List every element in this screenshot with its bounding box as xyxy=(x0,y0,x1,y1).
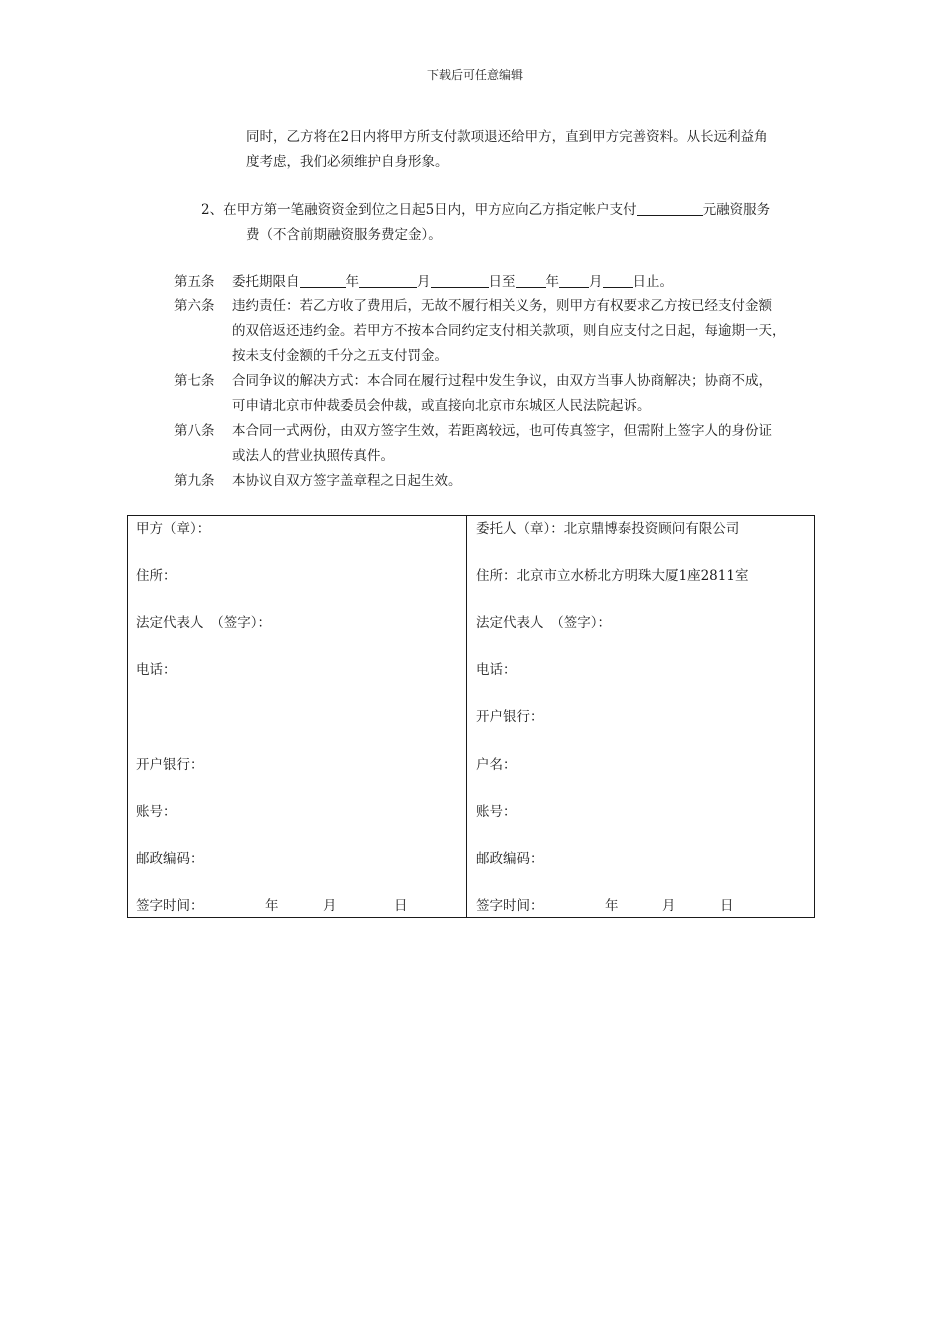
article-6-line-2: 的双倍返还违约金。若甲方不按本合同约定支付相关款项，则自应支付之日起，每逾期一天， xyxy=(232,323,786,339)
article-9-label: 第九条 xyxy=(174,473,215,489)
end-month-blank xyxy=(559,273,589,288)
intro-line-1: 同时，乙方将在2日内将甲方所支付款项退还给甲方，直到甲方完善资料。从长远利益角 xyxy=(246,129,768,145)
party-a-postcode: 邮政编码： xyxy=(136,851,204,867)
party-b-year: 年 xyxy=(605,898,619,914)
article-5-part: 年 xyxy=(345,274,359,290)
clause-2-text-a: 2、在甲方第一笔融资资金到位之日起5日内，甲方应向乙方指定帐户支付 xyxy=(201,202,637,218)
signature-table-divider xyxy=(466,515,467,918)
clause-2-line-1 xyxy=(201,200,770,220)
party-b-day: 日 xyxy=(720,898,734,914)
party-b-bank: 开户银行： xyxy=(476,709,544,725)
article-7-line-2: 可申请北京市仲裁委员会仲裁，或直接向北京市东城区人民法院起诉。 xyxy=(232,398,651,414)
end-day-blank xyxy=(603,273,633,288)
article-6-line-1: 违约责任：若乙方收了费用后，无故不履行相关义务，则甲方有权要求乙方按已经支付金额 xyxy=(232,298,772,314)
party-b-address: 住所：北京市立水桥北方明珠大厦1座2811室 xyxy=(476,568,749,584)
page-header: 下载后可任意编辑 xyxy=(426,68,523,82)
party-a-seal: 甲方（章）： xyxy=(136,521,211,537)
article-5-text xyxy=(232,272,673,292)
party-a-day: 日 xyxy=(394,898,408,914)
article-5-label: 第五条 xyxy=(174,274,215,290)
party-a-address: 住所： xyxy=(136,568,177,584)
article-7-line-1: 合同争议的解决方式：本合同在履行过程中发生争议，由双方当事人协商解决；协商不成， xyxy=(232,373,772,389)
article-5-part: 年 xyxy=(545,274,559,290)
start-day-blank xyxy=(431,273,489,288)
article-9-line-1: 本协议自双方签字盖章程之日起生效。 xyxy=(232,473,462,489)
party-a-month: 月 xyxy=(323,898,337,914)
party-a-bank: 开户银行： xyxy=(136,757,204,773)
party-b-representative: 法定代表人 （签字）： xyxy=(476,615,611,631)
start-month-blank xyxy=(359,273,417,288)
party-b-account: 账号： xyxy=(476,804,517,820)
article-6-label: 第六条 xyxy=(174,298,215,314)
end-year-blank xyxy=(516,273,546,288)
party-b-month: 月 xyxy=(662,898,676,914)
fee-amount-blank xyxy=(637,201,703,216)
intro-line-2: 度考虑，我们必须维护自身形象。 xyxy=(246,154,449,170)
party-b-postcode: 邮政编码： xyxy=(476,851,544,867)
article-5-part: 日止。 xyxy=(632,274,673,290)
article-7-label: 第七条 xyxy=(174,373,215,389)
party-a-year: 年 xyxy=(265,898,279,914)
party-b-seal: 委托人（章）：北京鼎博泰投资顾问有限公司 xyxy=(476,521,740,537)
article-8-label: 第八条 xyxy=(174,423,215,439)
clause-2-text-b: 元融资服务 xyxy=(702,202,771,218)
party-a-sign-time: 签字时间： xyxy=(136,898,204,914)
party-b-sign-time: 签字时间： xyxy=(476,898,544,914)
party-a-phone: 电话： xyxy=(136,662,177,678)
article-5-part: 月 xyxy=(589,274,603,290)
article-8-line-1: 本合同一式两份，由双方签字生效，若距离较远，也可传真签字，但需附上签字人的身份证 xyxy=(232,423,772,439)
clause-2-line-2: 费（不含前期融资服务费定金）。 xyxy=(246,227,442,243)
party-b-account-name: 户名： xyxy=(476,757,517,773)
party-a-representative: 法定代表人 （签字）： xyxy=(136,615,271,631)
article-6-line-3: 按未支付金额的千分之五支付罚金。 xyxy=(232,348,448,364)
article-5-part: 月 xyxy=(417,274,431,290)
party-a-account: 账号： xyxy=(136,804,177,820)
article-5-part: 日至 xyxy=(488,274,516,290)
article-8-line-2: 或法人的营业执照传真件。 xyxy=(232,448,394,464)
article-5-part: 委托期限自 xyxy=(232,274,300,290)
party-b-phone: 电话： xyxy=(476,662,517,678)
start-year-blank xyxy=(300,273,346,288)
